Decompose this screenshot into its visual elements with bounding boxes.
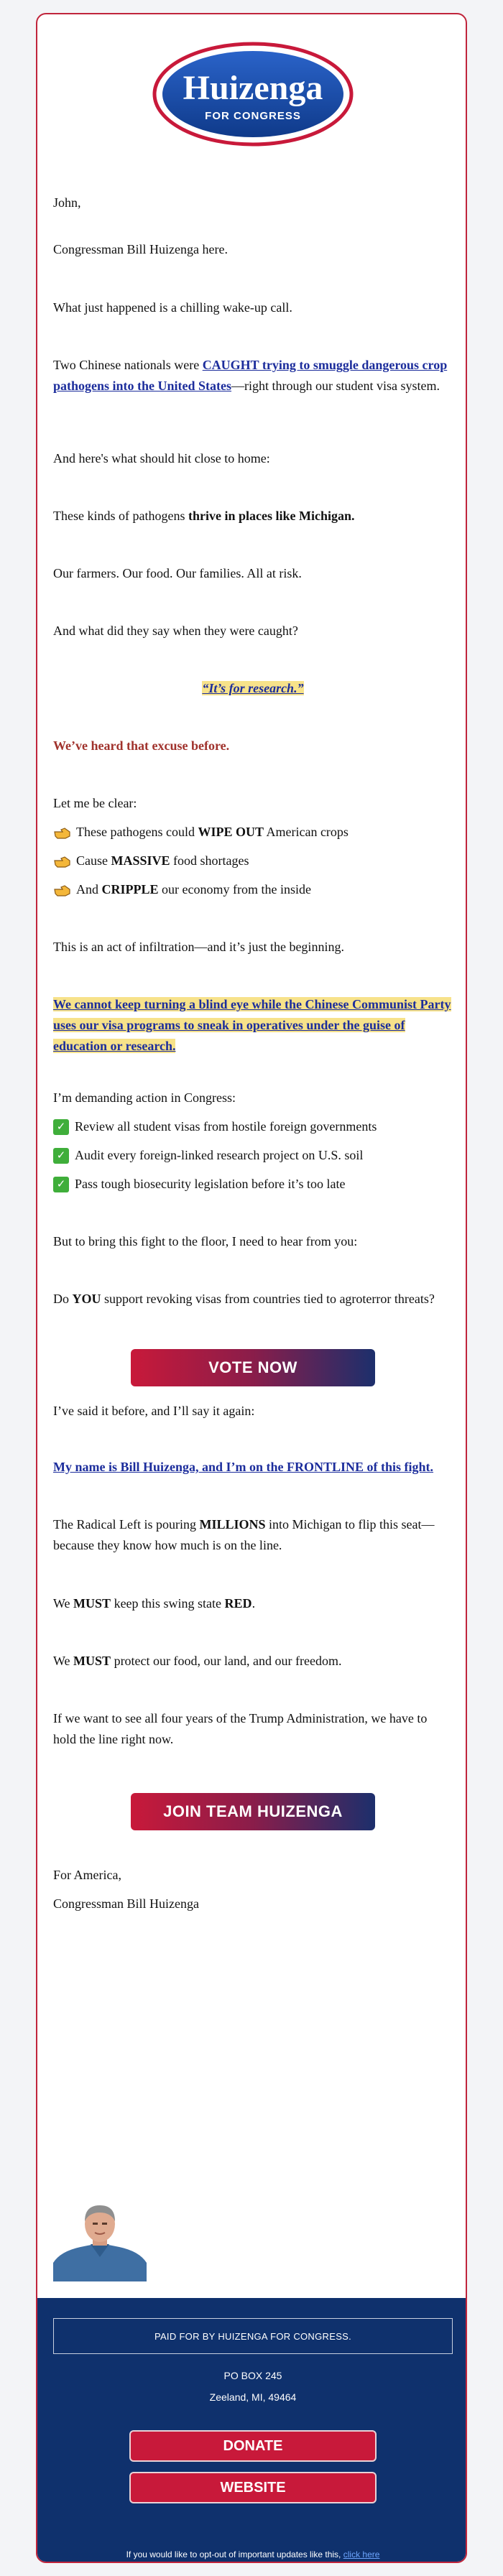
- infiltration-text: This is an act of infiltration—and it’s just the beginning.: [53, 940, 344, 954]
- checkmark-icon: ✓: [53, 1119, 69, 1135]
- pointing-hand-icon: [53, 883, 70, 897]
- paid-for-disclaimer: PAID FOR BY HUIZENGA FOR CONGRESS.: [53, 2318, 453, 2354]
- email-frame: [36, 13, 467, 2563]
- candidate-photo: [53, 2200, 147, 2281]
- optout-link[interactable]: click here: [343, 2549, 380, 2559]
- caught-say-text: And what did they say when they were caught?: [53, 624, 298, 638]
- list-item: Cause MASSIVE food shortages: [53, 851, 453, 871]
- frontline-link[interactable]: My name is Bill Huizenga, and I’m on the FRONTLINE of this fight.: [53, 1460, 434, 1474]
- demanding-text: I’m demanding action in Congress:: [53, 1090, 236, 1105]
- checkmark-icon: ✓: [53, 1148, 69, 1164]
- list-item: ✓ Pass tough biosecurity legislation before it’s too late: [53, 1174, 453, 1195]
- vote-now-button[interactable]: VOTE NOW: [131, 1349, 375, 1386]
- pointing-hand-icon: [53, 825, 70, 840]
- donate-button[interactable]: DONATE: [129, 2430, 377, 2462]
- pointing-hand-icon: [53, 854, 70, 868]
- signature: Congressman Bill Huizenga: [53, 1896, 199, 1911]
- clear-text: Let me be clear:: [53, 796, 137, 810]
- optout-text: If you would like to opt-out of important updates like this, click here: [126, 2549, 380, 2559]
- list-item: These pathogens could WIPE OUT American crops: [53, 822, 453, 843]
- blind-eye-callout: We cannot keep turning a blind eye while the Chinese Communist Party uses our visa programs to sneak in operatives under the guise of education or research.: [53, 997, 451, 1053]
- header: [37, 42, 467, 149]
- list-item: And CRIPPLE our economy from the inside: [53, 879, 453, 900]
- list-item: ✓ Review all student visas from hostile foreign governments: [53, 1116, 453, 1137]
- home-text: And here's what should hit close to home:: [53, 451, 270, 465]
- quote: “It’s for research.”: [202, 681, 304, 695]
- signoff: For America,: [53, 1868, 121, 1882]
- logo-name: Huizenga: [183, 69, 323, 107]
- city-address: Zeeland, MI, 49464: [209, 2391, 297, 2403]
- protect-text: We MUST protect our food, our land, and our freedom.: [53, 1654, 342, 1668]
- question-text: Do YOU support revoking visas from countries tied to agroterror threats?: [53, 1292, 435, 1306]
- caught-article-link[interactable]: CAUGHT trying to smuggle dangerous crop pathogens into the United States: [53, 358, 448, 393]
- footer: [37, 2298, 467, 2563]
- frontline-paragraph: [53, 1457, 453, 1478]
- michigan-text: These kinds of pathogens thrive in places like Michigan.: [53, 509, 355, 523]
- intro: Congressman Bill Huizenga here.: [53, 242, 228, 256]
- said-before-text: I’ve said it before, and I’ll say it again:: [53, 1404, 255, 1418]
- risk-text: Our farmers. Our food. Our families. All at risk.: [53, 566, 302, 580]
- wake-up-text: What just happened is a chilling wake-up call.: [53, 300, 292, 315]
- po-box: PO BOX 245: [223, 2370, 282, 2381]
- website-button[interactable]: WEBSITE: [129, 2472, 377, 2503]
- radical-text: The Radical Left is pouring MILLIONS into Michigan to flip this seat—because they know how much is on the line.: [53, 1517, 435, 1552]
- join-team-button[interactable]: JOIN TEAM HUIZENGA: [131, 1793, 375, 1830]
- caught-paragraph: Two Chinese nationals were CAUGHT trying to smuggle dangerous crop pathogens into the United States—right through our student visa system.: [53, 358, 448, 393]
- greeting: John,: [53, 195, 81, 210]
- list-item: ✓ Audit every foreign-linked research project on U.S. soil: [53, 1145, 453, 1166]
- hear-from-you-text: But to bring this fight to the floor, I need to hear from you:: [53, 1234, 358, 1248]
- huizenga-logo: [152, 42, 354, 147]
- excuse-text: We’ve heard that excuse before.: [53, 738, 230, 753]
- swing-state-text: We MUST keep this swing state RED.: [53, 1596, 256, 1611]
- logo-tagline: FOR CONGRESS: [205, 110, 301, 122]
- trump-text: If we want to see all four years of the Trump Administration, we have to hold the line right now.: [53, 1711, 428, 1746]
- checkmark-icon: ✓: [53, 1177, 69, 1192]
